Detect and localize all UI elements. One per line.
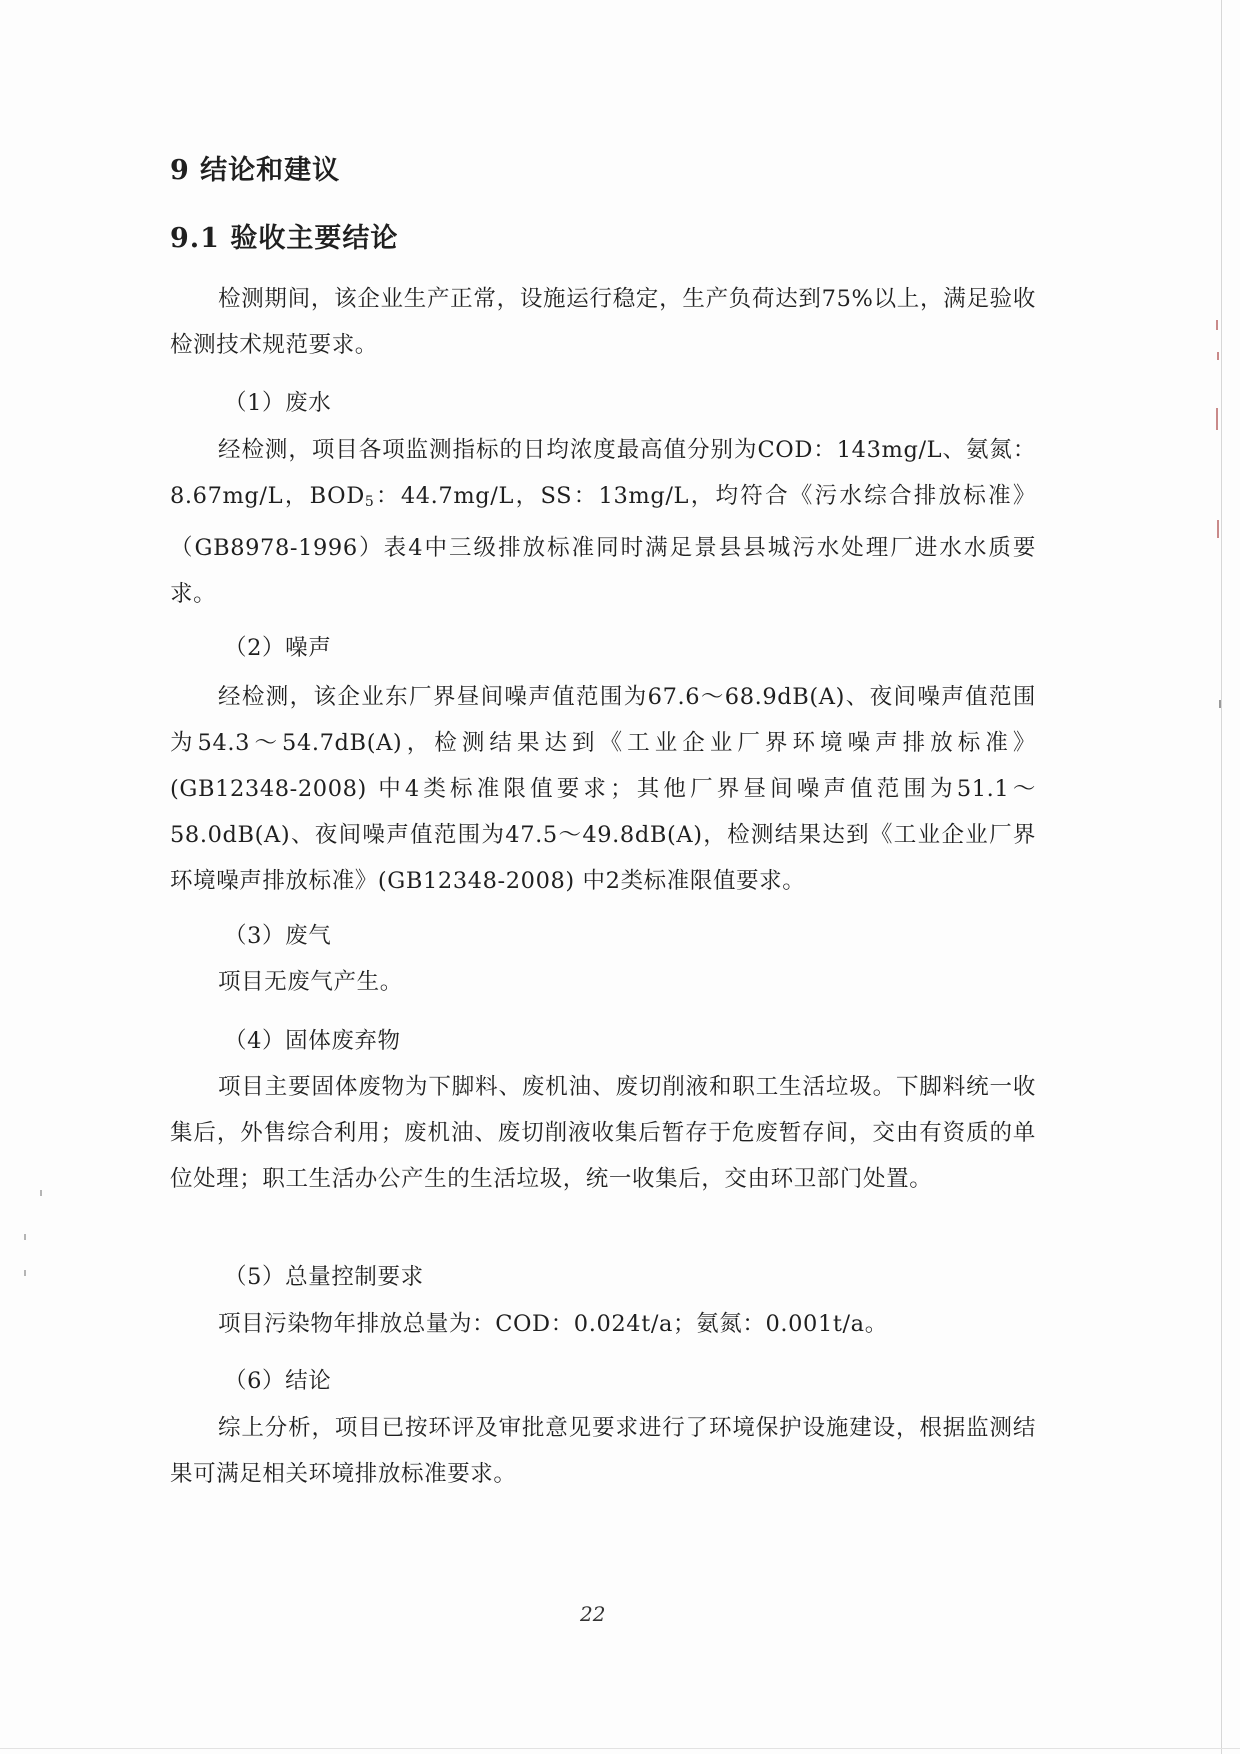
scan-mark	[24, 1234, 26, 1240]
exhaust-heading: （3）废气	[224, 923, 332, 949]
intro-paragraph: 检测期间，该企业生产正常，设施运行稳定，生产负荷达到75%以上，满足验收检测技术规范要求。	[170, 286, 1036, 358]
page-edge-line	[1221, 0, 1222, 1754]
scan-mark	[1216, 408, 1218, 430]
page-bottom-line	[0, 1748, 1240, 1749]
noise-heading: （2）噪声	[224, 635, 332, 661]
conclusion-heading: （6）结论	[224, 1368, 332, 1394]
subsection-title: 9.1 验收主要结论	[170, 223, 399, 254]
scan-mark	[40, 1190, 42, 1196]
exhaust-paragraph: 项目无废气产生。	[218, 969, 403, 995]
total-control-heading: （5）总量控制要求	[224, 1264, 424, 1290]
wastewater-heading: （1）废水	[224, 390, 332, 416]
total-control-paragraph: 项目污染物年排放总量为：COD：0.024t/a；氨氮：0.001t/a。	[218, 1311, 888, 1337]
scan-mark	[1216, 320, 1218, 330]
solid-waste-heading: （4）固体废弃物	[224, 1028, 401, 1054]
conclusion-paragraph: 综上分析，项目已按环评及审批意见要求进行了环境保护设施建设，根据监测结果可满足相关环境排放标准要求。	[170, 1415, 1036, 1487]
scan-mark	[1219, 700, 1221, 708]
scan-mark	[1217, 352, 1219, 360]
wastewater-paragraph	[170, 427, 1036, 617]
scan-mark	[1217, 520, 1219, 538]
solid-waste-paragraph: 项目主要固体废物为下脚料、废机油、废切削液和职工生活垃圾。下脚料统一收集后，外售综合利用；废机油、废切削液收集后暂存于危废暂存间，交由有资质的单位处理；职工生活办公产生的生活垃圾，统一收集后，交由环卫部门处置。	[170, 1074, 1036, 1192]
page-number: 22	[580, 1602, 606, 1626]
scan-mark	[24, 1270, 26, 1276]
section-title: 9 结论和建议	[170, 155, 341, 186]
wastewater-text-2: ：44.7mg/L，SS：13mg/L，均符合《污水综合排放标准》（GB8978-1996）表4中三级排放标准同时满足景县县城污水处理厂进水水质要求。	[170, 483, 1036, 607]
noise-paragraph: 经检测，该企业东厂界昼间噪声值范围为67.6～68.9dB(A)、夜间噪声值范围为54.3～54.7dB(A)，检测结果达到《工业企业厂界环境噪声排放标准》(GB12348-2008) 中4类标准限值要求；其他厂界昼间噪声值范围为51.1～58.0dB(A)、夜间噪声值范围为47.5～49.8dB(A)，检测结果达到《工业企业厂界环境噪声排放标准》(GB12348-2008) 中2类标准限值要求。	[170, 684, 1036, 894]
bod-subscript: 5	[364, 494, 375, 510]
wastewater-text-1: 经检测，项目各项监测指标的日均浓度最高值分别为COD：143mg/L、氨氮：8.67mg/L，BOD	[170, 437, 1036, 509]
